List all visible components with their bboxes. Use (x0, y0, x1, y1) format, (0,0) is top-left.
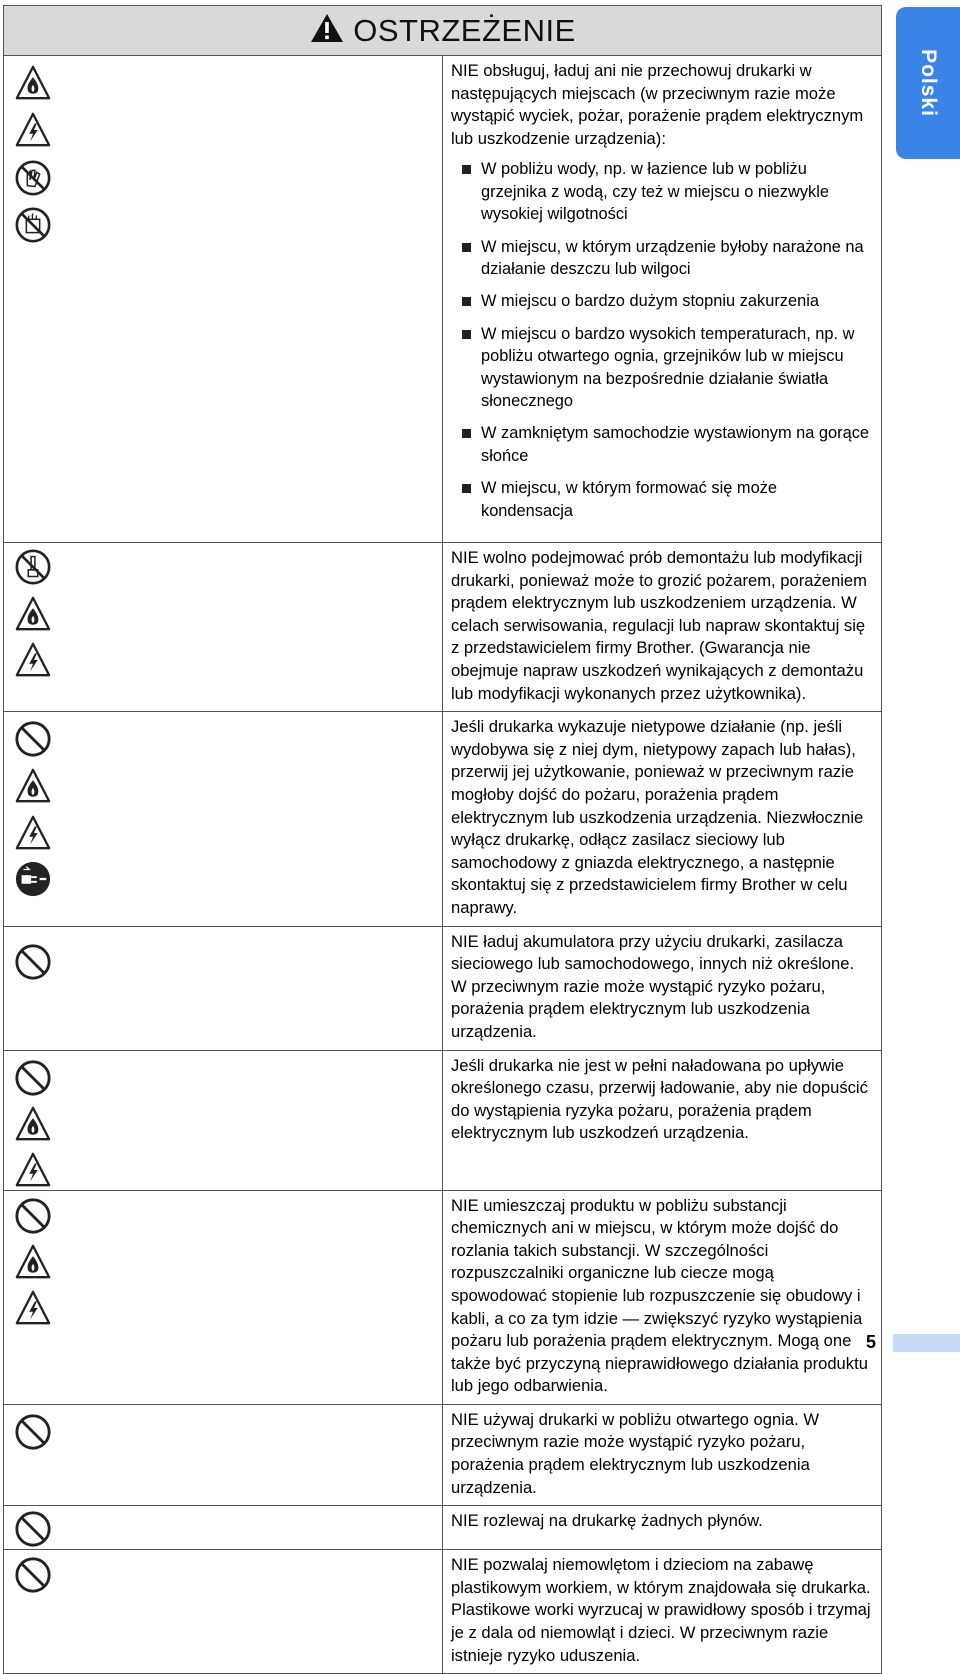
list-item: W miejscu, w którym urządzenie byłoby narażone na działanie deszczu lub wilgoci (461, 236, 873, 281)
warning-row-9 (4, 1550, 882, 1674)
warning-row-6 (4, 1190, 882, 1404)
list-item: W zamkniętym samochodzie wystawionym na gorące słońce (461, 422, 873, 467)
warning-item: NIE ładuj akumulatora przy użyciu drukarki, zasilacza sieciowego lub samochodowego, innych niż określone. W przeciwnym razie może wystąpić ryzyko pożaru, porażenia prądem elektrycznym lub uszkodzenia urządzenia. (451, 931, 855, 1041)
icon-column (4, 1190, 443, 1404)
fire-warning-icon (14, 595, 52, 633)
icon-column (4, 1050, 443, 1190)
text-column (443, 926, 882, 1050)
warning-row-1 (4, 56, 882, 543)
text-column (443, 1550, 882, 1674)
icon-column (4, 543, 443, 712)
warning-row-4 (4, 926, 882, 1050)
list-item: W miejscu o bardzo dużym stopniu zakurzenia (461, 290, 873, 312)
fire-warning-icon (14, 767, 52, 805)
text-column (443, 543, 882, 712)
text-column (443, 1404, 882, 1505)
prohibited-icon (14, 1556, 52, 1594)
prohibited-icon (14, 720, 52, 758)
warning-item: Jeśli drukarka wykazuje nietypowe działanie (np. jeśli wydobywa się z niej dym, nietypowy zapach lub hałas), przerwij jej użytkowanie, ponieważ w przeciwnym razie mogłoby dojść do pożaru, porażenia prądem elektrycznym lub uszkodzenia urządzenia. Niezwłocznie wyłącz drukarkę, odłącz zasilacz sieciowy lub samochodowy z gniazda elektrycznego, a następnie skontaktuj się z przedstawicielem firmy Brother w celu naprawy. (451, 717, 864, 917)
page-number: 5 (866, 1332, 877, 1352)
electric-shock-warning-icon (14, 814, 52, 852)
icon-column (4, 1550, 443, 1674)
warning-item: NIE rozlewaj na drukarkę żadnych płynów. (451, 1511, 763, 1531)
text-column (443, 1506, 882, 1550)
warning-item: Jeśli drukarka nie jest w pełni naładowana po upływie określonego czasu, przerwij ładowanie, aby nie dopuścić do wystąpienia ryzyka pożaru, porażenia prądem elektrycznym lub uszkodzeń urządzenia. (451, 1055, 868, 1143)
icon-column (4, 926, 443, 1050)
warning-row-8 (4, 1506, 882, 1550)
unplug-icon (14, 860, 52, 898)
warning-row-3 (4, 712, 882, 926)
language-tab-label: Polski (917, 49, 940, 117)
fire-warning-icon (14, 1243, 52, 1281)
electric-shock-warning-icon (14, 641, 52, 679)
prohibited-icon (14, 1059, 52, 1097)
electric-shock-warning-icon (14, 111, 52, 149)
no-wet-hands-icon (14, 159, 52, 197)
electric-shock-warning-icon (14, 1151, 52, 1189)
fire-warning-icon (14, 1105, 52, 1143)
icon-column (4, 712, 443, 926)
icon-column (4, 1404, 443, 1505)
warning-header (4, 6, 882, 56)
warning-item: NIE pozwalaj niemowlętom i dzieciom na zabawę plastikowym workiem, w którym znajdowała się drukarka. Plastikowe worki wyrzucaj w prawidłowy sposób i trzymaj je z dala od niemowląt i dzieci. W przeciwnym razie istnieje ryzyko uduszenia. (451, 1555, 871, 1665)
warning-row-5 (4, 1050, 882, 1190)
warning-header-row (4, 6, 882, 56)
no-disassembly-icon (14, 548, 52, 586)
list-item: W miejscu o bardzo wysokich temperaturach, np. w pobliżu otwartego ognia, grzejników lub w miejscu wystawionym na bezpośrednie działanie światła słonecznego (461, 323, 873, 413)
warning-intro: NIE obsługuj, ładuj ani nie przechowuj drukarki w następujących miejscach (w przeciwnym razie może wystąpić wyciek, pożar, porażenie prądem elektrycznym lub uszkodzenie urządzenia): (451, 61, 864, 148)
warning-title: OSTRZEŻENIE (353, 12, 576, 48)
prohibited-icon (14, 1413, 52, 1451)
warning-item: NIE umieszczaj produktu w pobliżu substancji chemicznych ani w miejscu, w którym może dojść do rozlania takich substancji. W szczególności rozpuszczalniki organiczne lub ciecze mogą spowodować stopienie lub rozpuszczenie się obudowy i kabli, a co za tym idzie — zwiększyć ryzyko wystąpienia pożaru lub porażenia prądem elektrycznym. Mogą one także być przyczyną nieprawidłowego działania produktu lub jego odbarwienia. (451, 1195, 868, 1396)
warning-item: NIE używaj drukarki w pobliżu otwartego ognia. W przeciwnym razie może wystąpić ryzyko pożaru, porażenia prądem elektrycznym lub uszkodzenia urządzenia. (451, 1409, 819, 1497)
prohibited-icon (14, 943, 52, 981)
page-number-bar (893, 1334, 960, 1352)
list-item: W miejscu, w którym formować się może kondensacja (461, 477, 873, 522)
warning-item: NIE wolno podejmować prób demontażu lub modyfikacji drukarki, ponieważ może to grozić pożarem, porażeniem prądem elektrycznym lub uszkodzeniem urządzenia. W celach serwisowania, regulacji lub napraw skontaktuj się z przedstawicielem firmy Brother. (Gwarancja nie obejmuje napraw uszkodzeń wynikających z demontażu lub modyfikacji wykonanych przez użytkownika). (451, 548, 867, 703)
warning-row-7 (4, 1404, 882, 1505)
icon-column (4, 1506, 443, 1550)
prohibited-icon (14, 1197, 52, 1235)
warning-row-2 (4, 543, 882, 712)
list-item: W pobliżu wody, np. w łazience lub w pobliżu grzejnika z wodą, czy też w miejscu o niezwykle wysokiej wilgotności (461, 158, 873, 225)
text-column (443, 712, 882, 926)
text-column (443, 56, 882, 543)
warning-triangle-icon (309, 12, 345, 49)
location-list (451, 150, 873, 536)
language-tab[interactable] (896, 7, 960, 159)
icon-column (4, 56, 443, 543)
warning-table (3, 5, 882, 1674)
text-column (443, 1190, 882, 1404)
prohibited-icon (14, 1510, 52, 1548)
text-column (443, 1050, 882, 1190)
fire-warning-icon (14, 64, 52, 102)
no-water-icon (14, 206, 52, 244)
electric-shock-warning-icon (14, 1289, 52, 1327)
warning-item (443, 56, 881, 542)
